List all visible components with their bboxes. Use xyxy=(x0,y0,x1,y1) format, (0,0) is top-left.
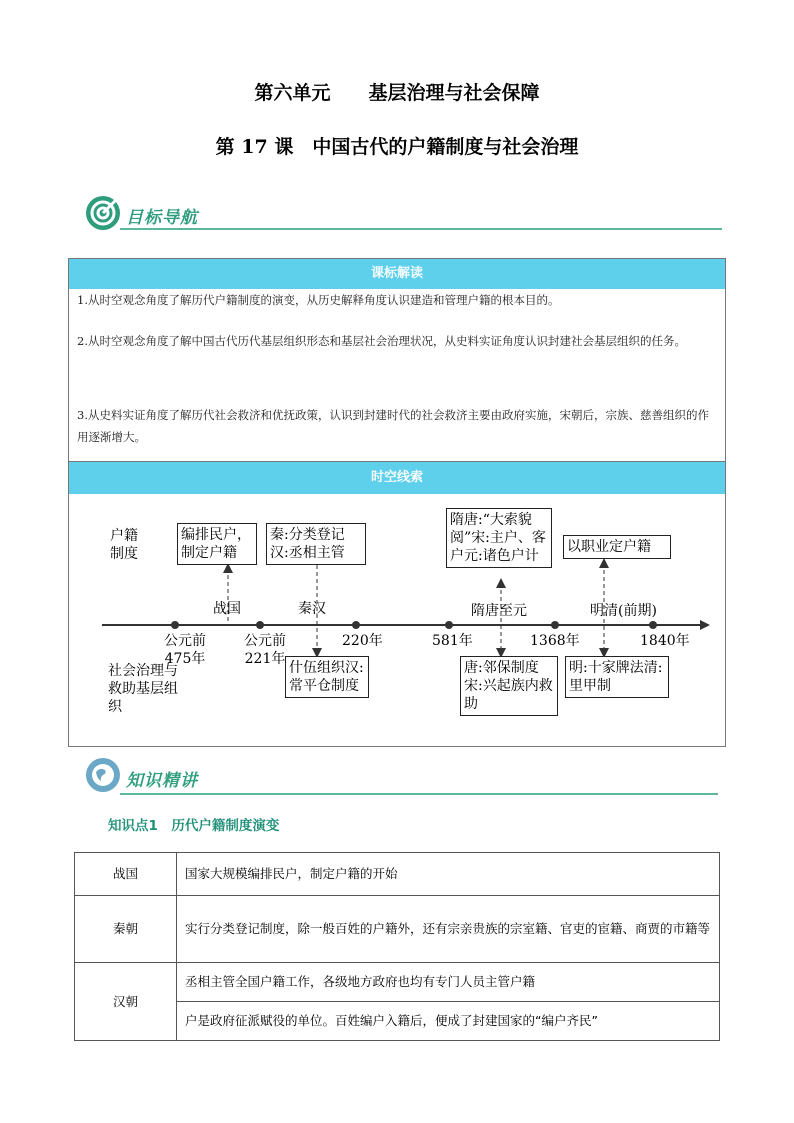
globe-icon xyxy=(86,758,120,792)
kebiao-item-3: 3.从史料实证角度了解历代社会救济和优抚政策，认识到封建时代的社会救济主要由政府实施，宋朝后，宗族、慈善组织的作用逐渐增大。 xyxy=(77,408,709,444)
period-zhanguo: 战国 xyxy=(213,601,241,617)
date-221bc: 公元前221年 xyxy=(244,633,286,667)
period-suitang: 隋唐至元 xyxy=(471,603,527,619)
date-1840: 1840年 xyxy=(640,633,690,649)
content-cell: 户是政府征派赋役的单位。百姓编户入籍后，便成了封建国家的“编户齐民” xyxy=(177,1002,720,1041)
section-title-knowledge: 知识精讲 xyxy=(126,771,198,791)
row-label-huji: 户籍制度 xyxy=(110,528,138,562)
section-title-goals: 目标导航 xyxy=(126,208,198,228)
date-1368: 1368年 xyxy=(530,633,580,649)
huji-table xyxy=(74,852,720,1041)
table-row xyxy=(75,963,720,1002)
date-475bc: 公元前475年 xyxy=(164,633,206,667)
table-row xyxy=(75,853,720,896)
timeline-header: 时空线索 xyxy=(69,462,725,494)
lesson-title: 第 17 课 中国古代的户籍制度与社会治理 xyxy=(215,136,579,158)
section-divider-2 xyxy=(120,793,718,795)
kebiao-box xyxy=(68,258,726,462)
table-row xyxy=(75,896,720,963)
timeline-box-suitang: 隋唐:“大索貌阅”宋:主户、客户元:诸色户计 xyxy=(446,508,552,568)
content-cell: 实行分类登记制度，除一般百姓的户籍外，还有宗亲贵族的宗室籍、官吏的宦籍、商贾的市籍等 xyxy=(177,896,720,963)
timeline-box-linbao: 唐:邻保制度宋:兴起族内救助 xyxy=(460,656,558,716)
content-cell: 国家大规模编排民户，制定户籍的开始 xyxy=(177,853,720,896)
date-581: 581年 xyxy=(432,633,473,649)
knowledge-point-title: 知识点1 历代户籍制度演变 xyxy=(108,818,280,834)
period-qinhan: 秦汉 xyxy=(298,601,326,617)
era-cell: 秦朝 xyxy=(75,896,177,963)
timeline-box-qinhan: 秦:分类登记汉:丞相主管 xyxy=(266,523,366,565)
kebiao-item-2: 2.从时空观念角度了解中国古代历代基层组织形态和基层社会治理状况，从史料实证角度认识封建社会基层组织的任务。 xyxy=(77,334,686,348)
section-divider xyxy=(120,228,722,230)
date-220: 220年 xyxy=(342,633,383,649)
row-label-governance: 社会治理与救助基层组织 xyxy=(108,663,178,715)
kebiao-header: 课标解读 xyxy=(69,259,725,289)
timeline-box-zhanguo: 编排民户，制定户籍 xyxy=(177,523,257,565)
content-cell: 丞相主管全国户籍工作，各级地方政府也均有专门人员主管户籍 xyxy=(177,963,720,1002)
period-mingqing: 明清(前期) xyxy=(590,603,657,619)
timeline-box-mingqing: 以职业定户籍 xyxy=(563,535,671,559)
target-icon xyxy=(86,196,120,230)
era-cell: 汉朝 xyxy=(75,963,177,1041)
timeline-box-shijia: 明:十家牌法清:里甲制 xyxy=(565,656,669,698)
kebiao-item-1: 1.从时空观念角度了解历代户籍制度的演变，从历史解释角度认识建造和管理户籍的根本目的。 xyxy=(77,293,560,307)
unit-title: 第六单元 基层治理与社会保障 xyxy=(254,82,540,104)
timeline-box-shiwu: 什伍组织汉:常平仓制度 xyxy=(285,656,369,698)
era-cell: 战国 xyxy=(75,853,177,896)
